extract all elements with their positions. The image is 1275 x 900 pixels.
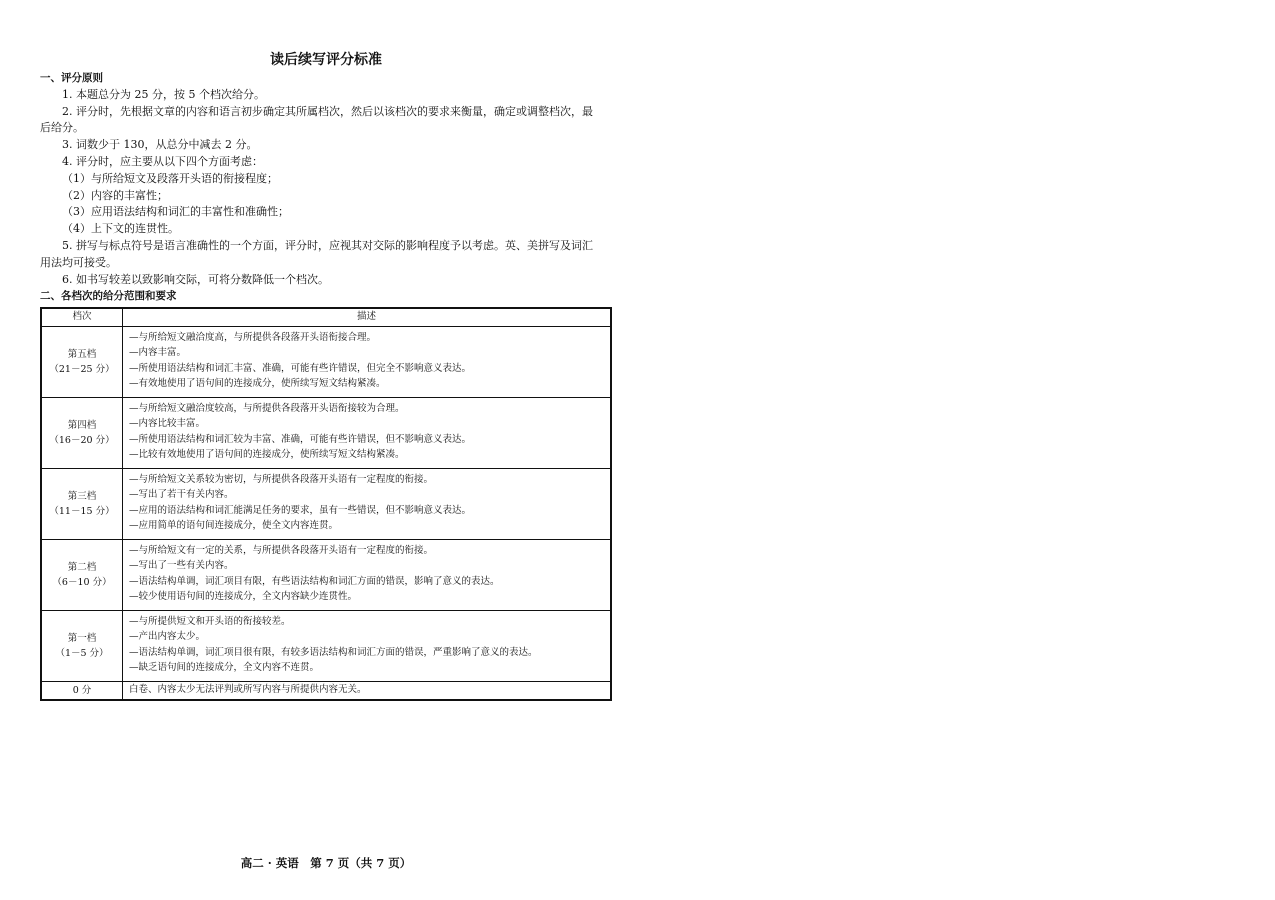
band-line: —写出了若干有关内容。 [129,489,234,501]
band-line: —较少使用语句间的连接成分，全文内容缺少连贯性。 [129,590,358,602]
criterion-1: （1）与所给短文及段落开头语的衔接程度； [62,171,278,185]
band-line: —缺乏语句间的连接成分，全文内容不连贯。 [129,661,320,673]
band-line: —内容比较丰富。 [129,418,206,430]
band-range: （21－25 分） [49,364,115,376]
band-range: （11－15 分） [49,506,115,518]
band-line: —写出了一些有关内容。 [129,560,234,572]
band-description [123,540,612,611]
band-line: —产出内容太少。 [129,631,206,643]
principle-1: 1. 本题总分为 25 分，按 5 个档次给分。 [62,87,265,101]
band-label [41,327,123,398]
band-name: 第四档 [67,420,97,432]
band-row-4 [41,398,611,469]
section-heading-bands: 二、各档次的给分范围和要求 [40,290,177,303]
principle-2-continued: 后给分。 [40,121,84,135]
band-line: —与所给短文关系较为密切，与所提供各段落开头语有一定程度的衔接。 [129,474,434,486]
page-title: 读后续写评分标准 [270,52,382,68]
criterion-4: （4）上下文的连贯性。 [62,222,179,236]
table-header-row [41,308,611,327]
band-label [41,540,123,611]
band-label [41,398,123,469]
principle-5-continued: 用法均可接受。 [40,255,117,269]
band-row-3 [41,469,611,540]
band-label [41,469,123,540]
band-line: —应用简单的语句间连接成分，使全文内容连贯。 [129,519,339,531]
document-body [40,70,612,701]
band-line: —所使用语法结构和词汇较为丰富、准确，可能有些许错误，但不影响意义表达。 [129,433,472,445]
band-row-5 [41,327,611,398]
band-line: —比较有效地使用了语句间的连接成分，使所续写短文结构紧凑。 [129,448,405,460]
band-row-0 [41,682,611,701]
band-row-1 [41,611,611,682]
band-range: （6－10 分） [52,577,112,589]
column-header-level: 档次 [41,308,123,327]
criterion-3: （3）应用语法结构和词汇的丰富性和准确性； [62,205,289,219]
principle-5: 5. 拼写与标点符号是语言准确性的一个方面，评分时，应视其对交际的影响程度予以考虑。英、美拼写及词汇 [62,238,593,252]
band-label [41,611,123,682]
band-line: —所使用语法结构和词汇丰富、准确，可能有些许错误，但完全不影响意义表达。 [129,362,472,374]
band-name: 第二档 [67,562,97,574]
band-line: —与所给短文融洽度高，与所提供各段落开头语衔接合理。 [129,332,377,344]
band-line: —与所提供短文和开头语的衔接较差。 [129,616,291,628]
column-header-description: 描述 [123,308,612,327]
band-name: 第三档 [67,491,97,503]
band-range: （1－5 分） [55,648,109,660]
scoring-rubric-table [40,307,612,701]
band-line: —语法结构单调，词汇项目很有限，有较多语法结构和词汇方面的错误，严重影响了意义的表达。 [129,646,538,658]
band-line: —应用的语法结构和词汇能满足任务的要求，虽有一些错误，但不影响意义表达。 [129,504,472,516]
band-description [123,398,612,469]
band-row-2 [41,540,611,611]
page-footer: 高二 · 英语 第 7 页（共 7 页） [240,856,412,870]
band-name: 0 分 [41,682,123,701]
band-name: 第一档 [67,633,97,645]
band-line: —有效地使用了语句间的连接成分，使所续写短文结构紧凑。 [129,377,386,389]
principle-4: 4. 评分时，应主要从以下四个方面考虑： [62,154,263,168]
principle-3: 3. 词数少于 130，从总分中减去 2 分。 [62,138,258,152]
band-description [123,469,612,540]
band-range: （16－20 分） [49,435,115,447]
band-description [123,327,612,398]
principle-2: 2. 评分时，先根据文章的内容和语言初步确定其所属档次，然后以该档次的要求来衡量，确定或调整档次，最 [62,104,593,118]
principle-6: 6. 如书写较差以致影响交际，可将分数降低一个档次。 [62,272,329,286]
criterion-2: （2）内容的丰富性； [62,188,168,202]
band-line: —与所给短文融洽度较高，与所提供各段落开头语衔接较为合理。 [129,403,405,415]
band-line: —语法结构单调，词汇项目有限，有些语法结构和词汇方面的错误，影响了意义的表达。 [129,575,500,587]
band-line: —与所给短文有一定的关系，与所提供各段落开头语有一定程度的衔接。 [129,545,434,557]
section-heading-principles: 一、评分原则 [40,72,103,84]
band-description: 白卷、内容太少无法评判或所写内容与所提供内容无关。 [123,682,612,701]
band-name: 第五档 [67,349,97,361]
band-description [123,611,612,682]
band-line: —内容丰富。 [129,347,187,359]
